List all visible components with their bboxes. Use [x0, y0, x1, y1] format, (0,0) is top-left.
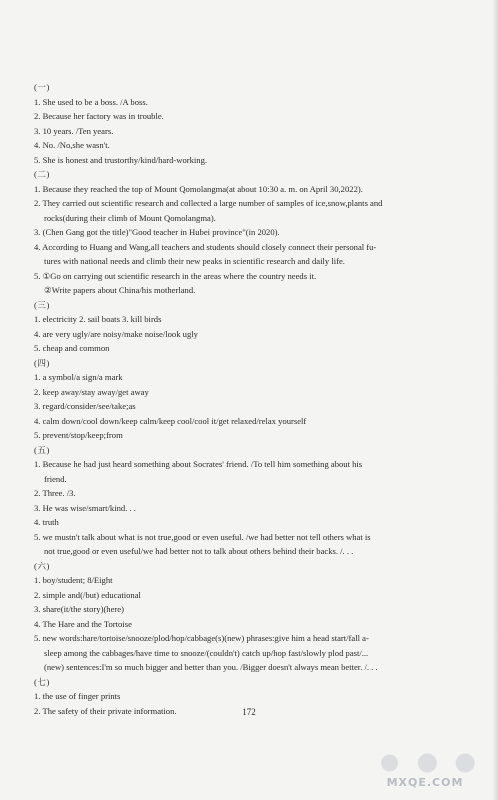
answer-line: 1. the use of finger prints: [34, 691, 121, 701]
answer-line: 2. simple and(/but) educational: [34, 589, 141, 600]
answer-line: 4. are very ugly/are noisy/make noise/look ugly: [34, 328, 198, 339]
watermark-logo: [366, 750, 484, 794]
section-header: (三): [34, 299, 50, 310]
answer-line: sleep among the cabbages/have time to snooze/(couldn't) catch up/hop fast/slowly plod past/...: [44, 647, 369, 658]
answer-line: 1. boy/student; 8/Eight: [34, 575, 113, 585]
answer-line: 1. a symbol/a sign/a mark: [34, 372, 123, 382]
answer-line: 2. Three. /3.: [34, 488, 76, 498]
answer-line: tures with national needs and climb their new peaks in scientific research and daily life.: [44, 256, 345, 266]
answer-line: 5. new words:hare/tortoise/snooze/plod/hop/cabbage(s)(new) phrases:give him a head start/fall a-: [34, 633, 369, 643]
answer-line: 5. ①Go on carrying out scientific research in the areas where the country needs it.: [34, 270, 317, 281]
section-header: (二): [34, 169, 50, 179]
answer-line: 5. She is honest and trustorthy/kind/hard-working.: [34, 154, 208, 165]
answer-line: 3. share(it/the story)(here): [34, 604, 124, 614]
answer-line: 1. She used to be a boss. /A boss.: [34, 96, 148, 107]
answer-content: [34, 80, 474, 718]
section-header: (一): [34, 82, 50, 92]
answer-line: 4. According to Huang and Wang,all teachers and students should closely connect their personal fu-: [34, 241, 377, 252]
answer-line: 5. prevent/stop/keep;from: [34, 430, 123, 440]
section-header: (七): [34, 676, 50, 687]
watermark-graphic: [366, 750, 484, 776]
answer-line: 1. Because he had just heard something about Socrates' friend. /To tell him something about his: [34, 459, 363, 469]
answer-line: 3. (Chen Gang got the title)"Good teacher in Hubei province"(in 2020).: [34, 227, 280, 237]
answer-line: 5. cheap and common: [34, 343, 110, 353]
answer-line: 2. keep away/stay away/get away: [34, 386, 149, 397]
answer-line: 2. The safety of their private information.: [34, 705, 177, 716]
answer-line: 4. The Hare and the Tortoise: [34, 618, 132, 629]
answer-line: 2. Because her factory was in trouble.: [34, 111, 164, 121]
section-header: (五): [34, 444, 50, 455]
answer-line: friend.: [44, 473, 67, 484]
answer-line: 4. No. /No,she wasn't.: [34, 140, 110, 150]
answer-line: 5. we mustn't talk about what is not true,good or even useful. /we had better not tell others what is: [34, 531, 371, 542]
page-edge-shadow: [492, 0, 498, 800]
answer-line: (new) sentences:I'm so much bigger and better than you. /Bigger doesn't always mean better. /. . .: [44, 662, 378, 672]
answer-line: 3. He was wise/smart/kind. . .: [34, 502, 136, 513]
answer-line: 2. They carried out scientific research and collected a large number of samples of ice,snow,plants and: [34, 198, 383, 208]
watermark-text: MXQE.COM: [386, 776, 464, 789]
section-header: (四): [34, 357, 50, 368]
answer-line: 1. electricity 2. sail boats 3. kill birds: [34, 314, 162, 324]
answer-line: not true,good or even useful/we had better not to talk about others behind their backs. /. . .: [44, 546, 354, 556]
answer-line: 3. 10 years. /Ten years.: [34, 125, 114, 136]
answer-line: 1. Because they reached the top of Mount Qomolangma(at about 10:30 a. m. on April 30,2022).: [34, 183, 363, 194]
answer-line: rocks(during their climb of Mount Qomolangma).: [44, 212, 216, 223]
answer-line: 4. truth: [34, 517, 59, 527]
answer-line: 3. regard/consider/see/take;as: [34, 401, 136, 411]
answer-line: ②Write papers about China/his motherland.: [44, 285, 196, 295]
page-number: 172: [242, 707, 256, 717]
answer-line: 4. calm down/cool down/keep calm/keep cool/cool it/get relaxed/relax yourself: [34, 415, 307, 426]
section-header: (六): [34, 560, 50, 571]
